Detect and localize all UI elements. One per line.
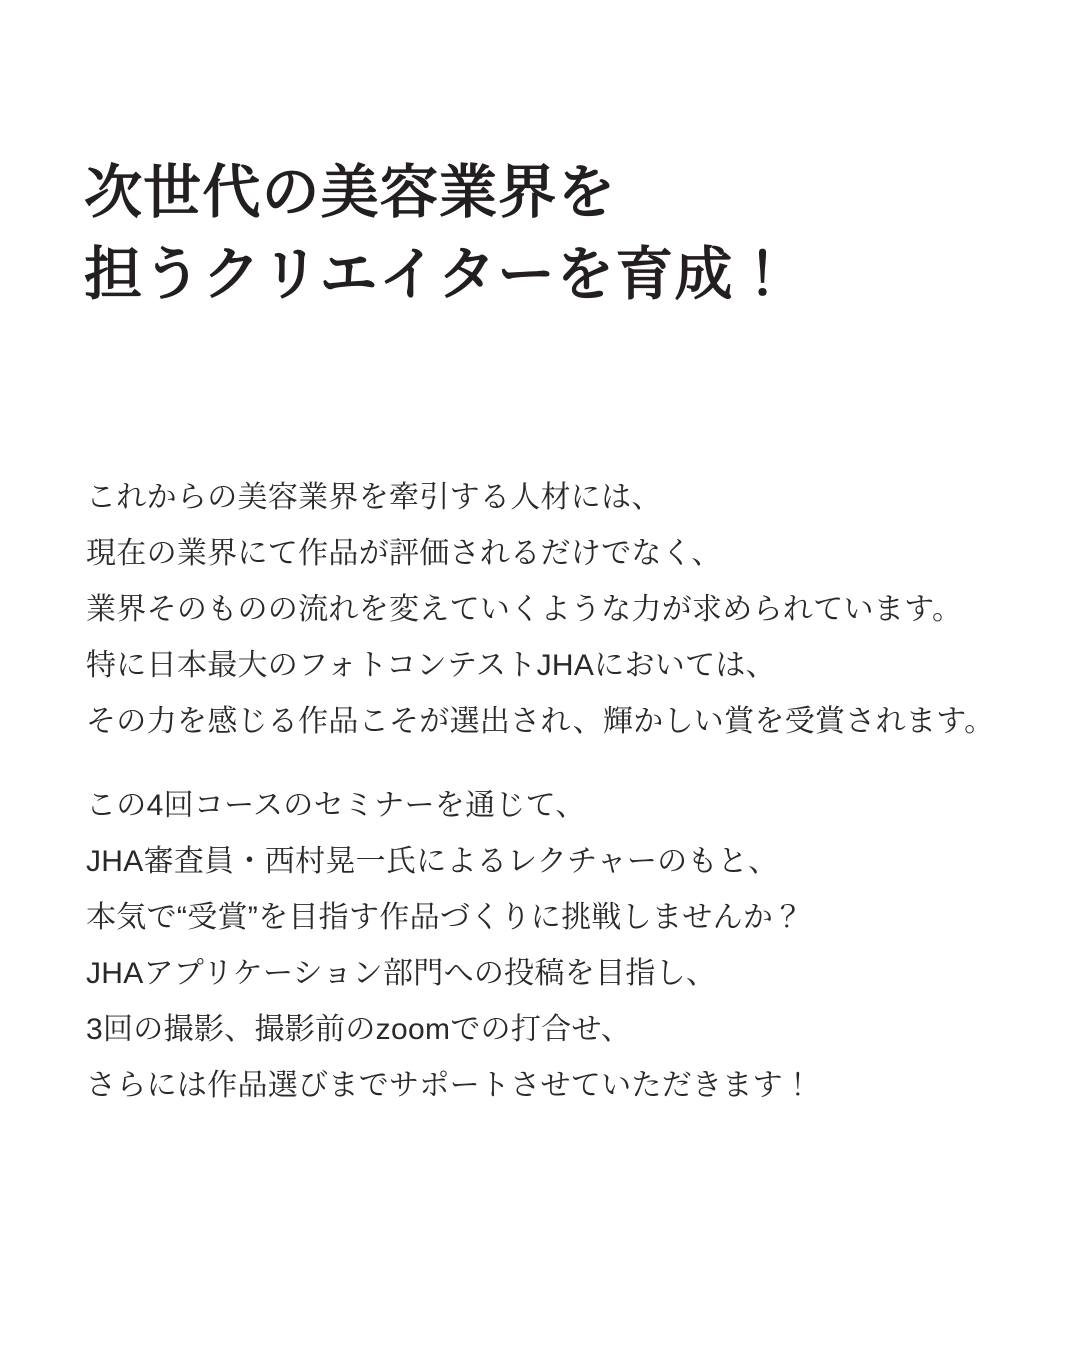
- paragraph-intro-line-2: 現在の業界にて作品が評価されるだけでなく、: [86, 537, 722, 571]
- paragraph-seminar: [86, 778, 1020, 1115]
- headline-line-1: 次世代の美容業界を: [84, 160, 617, 225]
- paragraph-intro: [86, 470, 1020, 750]
- paragraph-intro-line-4: 特に日本最大のフォトコンテストJHAにおいては、: [86, 649, 776, 683]
- paragraph-intro-line-5: その力を感じる作品こそが選出され、輝かしい賞を受賞されます。: [86, 705, 995, 739]
- paragraph-seminar-line-1: この4回コースのセミナーを通じて、: [86, 789, 586, 822]
- paragraph-seminar-line-3: 本気で“受賞”を目指す作品づくりに挑戦しませんか？: [86, 901, 804, 935]
- paragraph-intro-line-3: 業界そのものの流れを変えていくような力が求められています。: [86, 593, 963, 627]
- paragraph-intro-line-1: これからの美容業界を牽引する人材には、: [86, 481, 662, 514]
- headline-line-2: 担うクリエイターを育成！: [84, 242, 793, 308]
- paragraph-seminar-line-2: JHA審査員・西村晃一氏によるレクチャーのもと、: [86, 845, 779, 879]
- paragraph-seminar-line-6: さらには作品選びまでサポートさせていただきます！: [86, 1069, 814, 1103]
- paragraph-seminar-line-4: JHAアプリケーション部門への投稿を目指し、: [86, 957, 717, 991]
- page-title: [84, 152, 1020, 317]
- paragraph-seminar-line-5: 3回の撮影、撮影前のzoomでの打合せ、: [86, 1013, 632, 1047]
